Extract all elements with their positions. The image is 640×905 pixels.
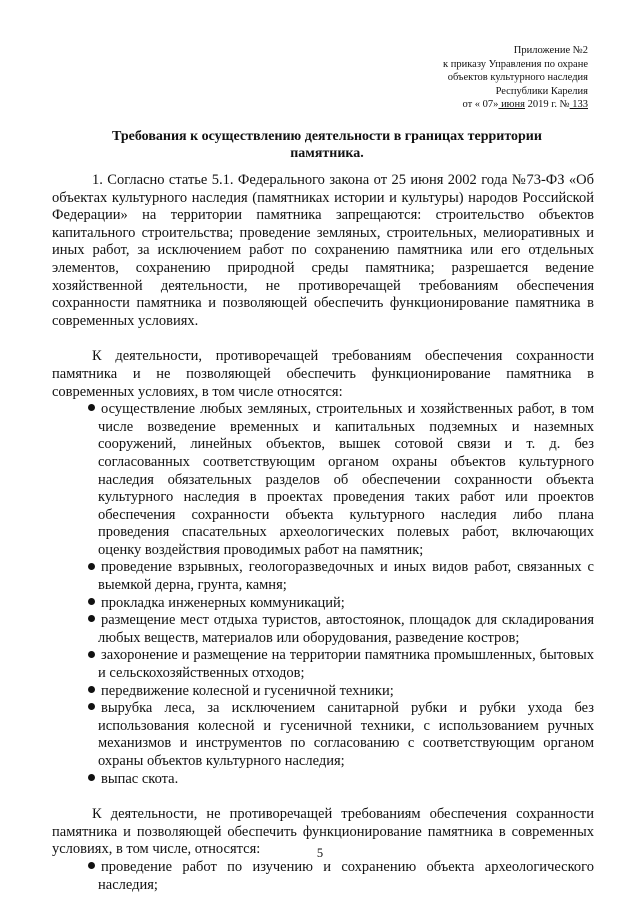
bullet-icon bbox=[88, 563, 95, 570]
contrary-activities-intro: К деятельности, противоречащей требованиям обеспечения сохранности памятника и не позволяющей обеспечить функционирование памятника в современных условиях, в том числе относятся: bbox=[52, 348, 594, 400]
list-item bbox=[52, 401, 594, 559]
bullet-icon bbox=[88, 774, 95, 781]
appendix-date-line bbox=[368, 98, 588, 112]
list-item bbox=[52, 683, 594, 701]
date-prefix: от « 07» bbox=[462, 99, 499, 111]
date-month: июня bbox=[498, 99, 525, 111]
list-item-text: осуществление любых земляных, строительных и хозяйственных работ, в том числе возведение временных и капитальных подземных и наземных сооружений, линейных объектов, вышек сотовой связи и т. д. без согласованных соответствующим органом охраны объектов культурного наследия обязательных разделов об обеспечении сохранности объекта культурного наследия в проектах проведения таких работ или проектов обеспечения сохранности объекта культурного наследия либо плана проведения спасательных археологических полевых работ, включающих оценку воздействия проводимых работ на памятник; bbox=[98, 401, 594, 558]
document-title: Требования к осуществлению деятельности в границах территории памятника. bbox=[112, 129, 542, 161]
list-item bbox=[52, 559, 594, 594]
allowed-activities-list bbox=[52, 859, 594, 894]
list-item-text: размещение мест отдыха туристов, автостоянок, площадок для складирования любых веществ, материалов или оборудования, разведение костров; bbox=[98, 612, 594, 646]
appendix-header bbox=[368, 44, 588, 112]
list-item-text: прокладка инженерных коммуникаций; bbox=[101, 594, 345, 611]
bullet-icon bbox=[88, 862, 95, 869]
list-item-text: проведение работ по изучению и сохранению объекта археологического наследия; bbox=[98, 858, 594, 893]
list-item-text: передвижение колесной и гусеничной техники; bbox=[101, 682, 394, 699]
appendix-line-2: к приказу Управления по охране bbox=[443, 58, 588, 70]
document-body bbox=[52, 172, 594, 894]
bullet-icon bbox=[88, 686, 95, 693]
list-item-text: выпас скота. bbox=[101, 770, 179, 787]
list-item bbox=[52, 595, 594, 613]
list-item bbox=[52, 612, 594, 647]
section-spacer bbox=[52, 788, 594, 806]
bullet-icon bbox=[88, 598, 95, 605]
list-item bbox=[52, 647, 594, 682]
paragraph-article-5-1: 1. Согласно статье 5.1. Федерального закона от 25 июня 2002 года №73-ФЗ «Об объектах культурного наследия (памятниках истории и культуры) народов Российской Федерации» на территории памятника запрещаются: строительство объектов капитального строительства; проведение земляных, строительных, мелиоративных и иных работ, за исключением работ по сохранению памятника или его отдельных элементов, сохранению природной среды памятника; разрешается ведение хозяйственной деятельности, не противоречащей требованиям обеспечения сохранности памятника и позволяющей обеспечить функционирование памятника в современных условиях. bbox=[52, 172, 594, 329]
bullet-icon bbox=[88, 651, 95, 658]
list-item-text: вырубка леса, за исключением санитарной рубки и рубки ухода без использования колесной и гусеничной техники, с использованием ручных механизмов и инструментов по согласованию с соответствующим органом охраны объектов культурного наследия; bbox=[98, 700, 594, 769]
list-item-text: захоронение и размещение на территории памятника промышленных, бытовых и сельскохозяйственных отходов; bbox=[98, 647, 594, 682]
appendix-line-4: Республики Карелия bbox=[495, 85, 588, 97]
allowed-activities-intro: К деятельности, не противоречащей требованиям обеспечения сохранности памятника и позволяющей обеспечить функционирование памятника в современных условиях, в том числе, относятся: bbox=[52, 806, 594, 858]
page-number: 5 bbox=[316, 846, 324, 860]
appendix-line-3: объектов культурного наследия bbox=[447, 72, 588, 84]
bullet-icon bbox=[88, 615, 95, 622]
list-item bbox=[52, 859, 594, 894]
contrary-activities-list bbox=[52, 401, 594, 788]
bullet-icon bbox=[88, 703, 95, 710]
list-item bbox=[52, 771, 594, 789]
appendix-line-1: Приложение №2 bbox=[513, 45, 588, 56]
list-item-text: проведение взрывных, геологоразведочных и иных видов работ, связанных с выемкой дерна, грунта, камня; bbox=[98, 559, 594, 594]
order-number: 133 bbox=[569, 99, 588, 111]
date-year: 2019 г. № bbox=[524, 99, 570, 111]
list-item bbox=[52, 700, 594, 770]
bullet-icon bbox=[88, 404, 95, 411]
